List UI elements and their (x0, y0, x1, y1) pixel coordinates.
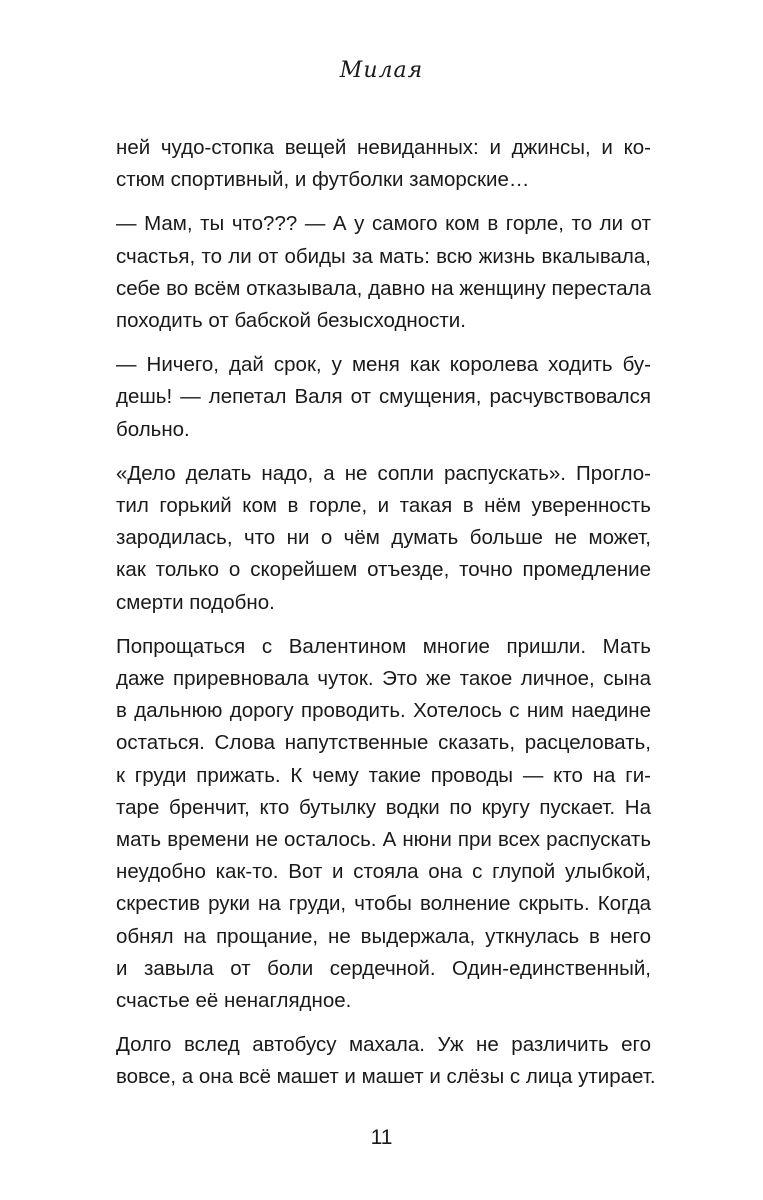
text-line: больно. (116, 417, 190, 441)
text-line: и завыла от боли сердечной. Один-единственный, (116, 956, 651, 980)
paragraph (116, 132, 651, 196)
text-line: даже приревновала чуток. Это же такое личное, сына (116, 667, 651, 691)
text-line: неудобно как-то. Вот и стояла она с глупой улыбкой, (116, 860, 651, 884)
text-line: таре бренчит, кто бутылку водки по кругу пускает. На (116, 795, 651, 819)
text-line: себе во всём отказывала, давно на женщину перестала (116, 276, 651, 300)
running-title: Милая (339, 58, 424, 83)
text-line: счастье её ненаглядное. (116, 989, 352, 1013)
paragraph (116, 631, 651, 1017)
text-line: — Ничего, дай срок, у меня как королева ходить бу- (116, 353, 651, 377)
text-line: к груди прижать. К чему такие проводы — кто на ги- (116, 763, 651, 787)
page-number: 11 (370, 1126, 393, 1149)
paragraph (116, 1029, 656, 1093)
text-line: в дальнюю дорогу проводить. Хотелось с ним наедине (116, 699, 651, 723)
text-line: мать времени не осталось. А нюни при всех распускать (116, 828, 651, 852)
text-line: скрестив руки на груди, чтобы волнение скрыть. Когда (116, 892, 651, 916)
paragraph (116, 208, 651, 337)
body-text (116, 132, 656, 1106)
text-line: стюм спортивный, и футболки заморские… (116, 168, 530, 192)
text-line: Попрощаться с Валентином многие пришли. Мать (116, 634, 651, 658)
text-line: «Дело делать надо, а не сопли распускать». Прогло- (116, 461, 651, 485)
paragraph (116, 458, 651, 619)
text-line: дешь! — лепетал Валя от смущения, расчувствовался (116, 385, 651, 409)
text-line: ней чудо-стопка вещей невиданных: и джинсы, и ко- (116, 136, 651, 159)
text-line: зародилась, что ни о чём думать больше не может, (116, 526, 651, 550)
text-line: тил горький ком в горле, и такая в нём уверенность (116, 494, 651, 518)
text-line: как только о скорейшем отъезде, точно промедление (116, 558, 651, 582)
text-line: обнял на прощание, не выдержала, уткнулась в него (116, 924, 651, 948)
text-line: смерти подобно. (116, 590, 275, 614)
paragraph (116, 349, 651, 446)
text-line: походить от бабской безысходности. (116, 309, 466, 333)
text-line: счастья, то ли от обиды за мать: всю жизнь вкалывала, (116, 244, 651, 268)
text-line: Долго вслед автобусу махала. Уж не различить его (116, 1033, 651, 1057)
text-line: остаться. Слова напутственные сказать, расцеловать, (116, 731, 651, 755)
text-line: — Мам, ты что??? — А у самого ком в горле, то ли от (116, 212, 651, 236)
text-line: вовсе, а она всё машет и машет и слёзы с лица утирает. (116, 1065, 656, 1089)
